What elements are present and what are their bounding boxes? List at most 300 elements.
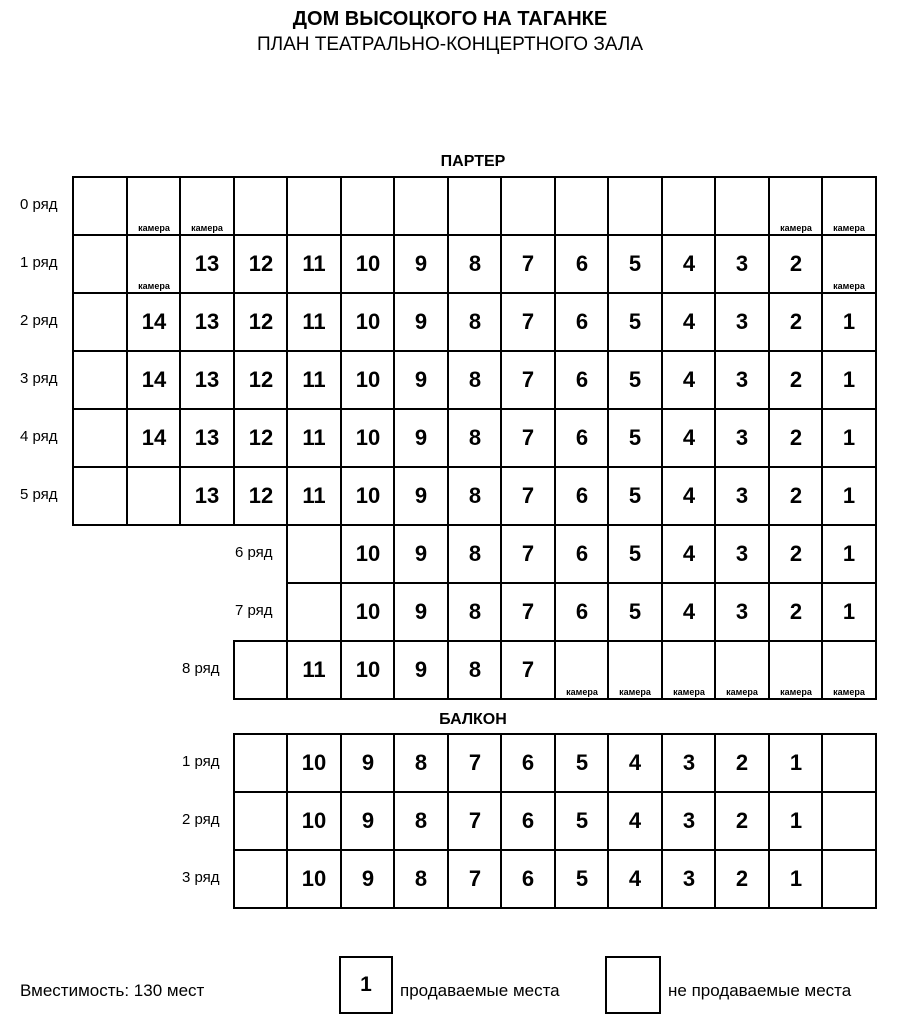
- seat-number: 11: [302, 309, 326, 334]
- capacity-text: Вместимость: 130 мест: [20, 981, 205, 1000]
- parterre-seat-cell: [661, 582, 717, 642]
- seat-number: 8: [468, 657, 482, 682]
- balcony-seat-cell: [661, 791, 717, 851]
- seat-number: 4: [682, 541, 696, 566]
- seat-number: 2: [789, 483, 803, 508]
- seat-number: 3: [682, 808, 696, 833]
- seat-number: 9: [414, 483, 428, 508]
- parterre-seat-cell: [340, 524, 396, 584]
- balcony-seat-cell: [768, 849, 824, 909]
- seat-number: 5: [628, 251, 642, 276]
- seat-number: 2: [789, 251, 803, 276]
- seat-number: 3: [682, 866, 696, 891]
- seat-number: 12: [248, 367, 274, 392]
- parterre-seat-cell: [714, 582, 770, 642]
- balcony-seat-cell: [821, 849, 877, 909]
- seat-number: 4: [682, 425, 696, 450]
- parterre-seat-cell: [179, 292, 235, 352]
- seat-number: 6: [575, 425, 589, 450]
- seat-number: 11: [302, 251, 326, 276]
- balcony-seat-cell: [607, 733, 663, 793]
- camera-label: камера: [780, 687, 812, 697]
- balcony-seat-cell: [286, 849, 342, 909]
- parterre-seat-cell: [233, 292, 289, 352]
- balcony-seat-cell: [500, 849, 556, 909]
- parterre-seat-cell: [447, 176, 503, 236]
- parterre-seat-cell: [447, 408, 503, 468]
- seat-number: 10: [355, 483, 381, 508]
- seat-number: 13: [194, 483, 220, 508]
- parterre-seat-cell: [393, 408, 449, 468]
- seat-number: 5: [628, 599, 642, 624]
- seat-number: 4: [682, 309, 696, 334]
- parterre-seat-cell: [72, 176, 128, 236]
- balcony-seat-cell: [447, 849, 503, 909]
- parterre-seat-cell: [714, 234, 770, 294]
- parterre-seat-cell: [500, 176, 556, 236]
- seat-number: 7: [521, 425, 535, 450]
- parterre-seat-cell: [607, 524, 663, 584]
- seat-number: 6: [521, 750, 535, 775]
- seat-number: 1: [842, 483, 856, 508]
- seat-number: 4: [682, 599, 696, 624]
- seat-number: 14: [141, 425, 167, 450]
- balcony-seat-cell: [714, 733, 770, 793]
- parterre-seat-cell: [821, 350, 877, 410]
- parterre-seat-cell: [768, 582, 824, 642]
- balcony-seat-cell: [714, 849, 770, 909]
- seat-number: 13: [194, 251, 220, 276]
- parterre-row-label: 6 ряд: [235, 544, 273, 561]
- parterre-seat-cell: [661, 408, 717, 468]
- parterre-seat-cell: [340, 466, 396, 526]
- seat-number: 12: [248, 425, 274, 450]
- seat-number: 12: [248, 483, 274, 508]
- seat-number: 14: [141, 309, 167, 334]
- balcony-seat-cell: [607, 849, 663, 909]
- seat-number: 4: [628, 866, 642, 891]
- parterre-seat-cell: [72, 408, 128, 468]
- seat-number: 6: [575, 251, 589, 276]
- seat-number: 7: [521, 309, 535, 334]
- parterre-seat-cell: [286, 176, 342, 236]
- balcony-seat-cell: [500, 791, 556, 851]
- balcony-seat-cell: [233, 733, 289, 793]
- seat-number: 2: [735, 750, 749, 775]
- parterre-seat-cell: [607, 292, 663, 352]
- legend-sample-number: 1: [360, 973, 372, 996]
- parterre-seat-cell: [393, 466, 449, 526]
- camera-label: камера: [566, 687, 598, 697]
- parterre-seat-cell: [447, 524, 503, 584]
- balcony-row-label: 1 ряд: [182, 753, 220, 770]
- seat-number: 3: [735, 425, 749, 450]
- seat-number: 10: [355, 541, 381, 566]
- seat-number: 7: [468, 808, 482, 833]
- seat-number: 10: [301, 808, 327, 833]
- parterre-seat-cell: [714, 408, 770, 468]
- seat-number: 1: [842, 309, 856, 334]
- balcony-row-label: 2 ряд: [182, 811, 220, 828]
- seat-number: 10: [355, 367, 381, 392]
- seat-number: 10: [355, 251, 381, 276]
- parterre-seat-cell: [447, 466, 503, 526]
- camera-label: камера: [673, 687, 705, 697]
- parterre-seat-cell: [126, 292, 182, 352]
- seat-number: 5: [575, 866, 589, 891]
- seat-number: 13: [194, 309, 220, 334]
- balcony-seat-cell: [286, 791, 342, 851]
- parterre-seat-cell: [714, 640, 770, 700]
- parterre-row-label: 0 ряд: [20, 196, 58, 213]
- seat-number: 5: [628, 367, 642, 392]
- seat-number: 7: [521, 367, 535, 392]
- parterre-seat-cell: [393, 524, 449, 584]
- parterre-seat-cell: [233, 640, 289, 700]
- parterre-seat-cell: [340, 176, 396, 236]
- parterre-seat-cell: [554, 408, 610, 468]
- seat-number: 6: [521, 808, 535, 833]
- parterre-seat-cell: [500, 524, 556, 584]
- parterre-seat-cell: [768, 524, 824, 584]
- parterre-seat-cell: [500, 234, 556, 294]
- seat-number: 7: [521, 541, 535, 566]
- parterre-seat-cell: [447, 234, 503, 294]
- parterre-row-label: 5 ряд: [20, 486, 58, 503]
- seat-number: 5: [628, 425, 642, 450]
- parterre-seat-cell: [607, 176, 663, 236]
- parterre-seat-cell: [286, 582, 342, 642]
- seat-number: 8: [414, 808, 428, 833]
- parterre-seat-cell: [126, 350, 182, 410]
- seat-number: 4: [682, 251, 696, 276]
- balcony-seat-cell: [768, 791, 824, 851]
- parterre-row-label: 1 ряд: [20, 254, 58, 271]
- parterre-seat-cell: [340, 408, 396, 468]
- parterre-seat-cell: [714, 350, 770, 410]
- balcony-title: БАЛКОН: [439, 711, 507, 728]
- seat-number: 8: [468, 425, 482, 450]
- parterre-seat-cell: [768, 234, 824, 294]
- parterre-seat-cell: [179, 176, 235, 236]
- parterre-seat-cell: [126, 466, 182, 526]
- camera-label: камера: [726, 687, 758, 697]
- balcony-seat-cell: [340, 733, 396, 793]
- seat-number: 8: [468, 309, 482, 334]
- parterre-seat-cell: [447, 350, 503, 410]
- parterre-seat-cell: [821, 582, 877, 642]
- parterre-seat-cell: [286, 640, 342, 700]
- seat-number: 6: [521, 866, 535, 891]
- parterre-seat-cell: [179, 234, 235, 294]
- parterre-seat-cell: [233, 350, 289, 410]
- seat-number: 1: [789, 808, 803, 833]
- balcony-seat-cell: [768, 733, 824, 793]
- seat-number: 5: [575, 808, 589, 833]
- seat-number: 6: [575, 309, 589, 334]
- parterre-seat-cell: [554, 350, 610, 410]
- parterre-seat-cell: [340, 292, 396, 352]
- camera-label: камера: [138, 281, 170, 291]
- seat-number: 3: [735, 309, 749, 334]
- parterre-seat-cell: [286, 292, 342, 352]
- parterre-seat-cell: [821, 640, 877, 700]
- seat-number: 2: [735, 808, 749, 833]
- parterre-seat-cell: [500, 466, 556, 526]
- parterre-seat-cell: [821, 466, 877, 526]
- seat-number: 9: [361, 808, 375, 833]
- parterre-seat-cell: [821, 408, 877, 468]
- parterre-seat-cell: [554, 582, 610, 642]
- seat-number: 7: [521, 599, 535, 624]
- parterre-seat-cell: [72, 292, 128, 352]
- balcony-seat-cell: [554, 733, 610, 793]
- legend-sold-label: продаваемые места: [400, 981, 560, 1000]
- balcony-seat-cell: [340, 849, 396, 909]
- parterre-seat-cell: [661, 524, 717, 584]
- parterre-seat-cell: [821, 176, 877, 236]
- parterre-seat-cell: [179, 466, 235, 526]
- seat-number: 11: [302, 483, 326, 508]
- seat-number: 13: [194, 425, 220, 450]
- parterre-seat-cell: [500, 350, 556, 410]
- balcony-seat-cell: [447, 791, 503, 851]
- seat-number: 3: [735, 483, 749, 508]
- seat-number: 7: [521, 251, 535, 276]
- legend-sold-box: [339, 956, 393, 1014]
- parterre-seat-cell: [340, 234, 396, 294]
- parterre-seat-cell: [500, 640, 556, 700]
- parterre-seat-cell: [554, 524, 610, 584]
- parterre-seat-cell: [661, 640, 717, 700]
- seat-number: 10: [355, 599, 381, 624]
- seat-number: 9: [414, 367, 428, 392]
- seat-number: 1: [842, 367, 856, 392]
- parterre-seat-cell: [340, 640, 396, 700]
- seat-number: 10: [355, 425, 381, 450]
- seat-number: 3: [682, 750, 696, 775]
- seat-number: 9: [414, 541, 428, 566]
- parterre-seat-cell: [126, 234, 182, 294]
- seat-number: 10: [301, 866, 327, 891]
- seat-number: 4: [682, 367, 696, 392]
- parterre-seat-cell: [126, 176, 182, 236]
- seat-number: 3: [735, 367, 749, 392]
- seat-number: 5: [628, 309, 642, 334]
- balcony-seat-cell: [554, 791, 610, 851]
- parterre-seat-cell: [714, 176, 770, 236]
- balcony-seat-cell: [500, 733, 556, 793]
- seat-number: 6: [575, 541, 589, 566]
- parterre-seat-cell: [821, 524, 877, 584]
- seat-number: 1: [842, 425, 856, 450]
- parterre-seat-cell: [500, 408, 556, 468]
- parterre-seat-cell: [72, 350, 128, 410]
- parterre-seat-cell: [393, 582, 449, 642]
- seat-number: 8: [468, 599, 482, 624]
- seat-number: 1: [789, 866, 803, 891]
- balcony-seat-cell: [233, 791, 289, 851]
- seat-number: 7: [521, 483, 535, 508]
- seat-number: 1: [789, 750, 803, 775]
- parterre-seat-cell: [447, 640, 503, 700]
- parterre-row-label: 8 ряд: [182, 660, 220, 677]
- balcony-seat-cell: [447, 733, 503, 793]
- legend-not-sold-label: не продаваемые места: [668, 981, 852, 1000]
- seat-number: 12: [248, 309, 274, 334]
- balcony-row-label: 3 ряд: [182, 869, 220, 886]
- balcony-seat-cell: [286, 733, 342, 793]
- parterre-row-label: 2 ряд: [20, 312, 58, 329]
- seat-number: 1: [842, 599, 856, 624]
- parterre-row-label: 7 ряд: [235, 602, 273, 619]
- seat-number: 6: [575, 367, 589, 392]
- seat-number: 2: [789, 425, 803, 450]
- parterre-seat-cell: [554, 234, 610, 294]
- seat-number: 3: [735, 541, 749, 566]
- seat-number: 2: [789, 599, 803, 624]
- parterre-seat-cell: [554, 466, 610, 526]
- parterre-seat-cell: [179, 350, 235, 410]
- parterre-seat-cell: [126, 408, 182, 468]
- balcony-seat-cell: [340, 791, 396, 851]
- camera-label: камера: [780, 223, 812, 233]
- parterre-seat-cell: [821, 234, 877, 294]
- parterre-seat-cell: [607, 350, 663, 410]
- seat-number: 7: [521, 657, 535, 682]
- parterre-seat-cell: [768, 292, 824, 352]
- parterre-seat-cell: [500, 292, 556, 352]
- balcony-seat-cell: [821, 733, 877, 793]
- balcony-seat-cell: [233, 849, 289, 909]
- parterre-seat-cell: [72, 234, 128, 294]
- parterre-seat-cell: [340, 350, 396, 410]
- parterre-seat-cell: [447, 582, 503, 642]
- parterre-seat-cell: [286, 408, 342, 468]
- seat-number: 5: [575, 750, 589, 775]
- parterre-seat-cell: [554, 640, 610, 700]
- parterre-seat-cell: [607, 466, 663, 526]
- parterre-seat-cell: [340, 582, 396, 642]
- seat-number: 9: [414, 599, 428, 624]
- balcony-seat-cell: [393, 849, 449, 909]
- parterre-title: ПАРТЕР: [440, 153, 506, 170]
- parterre-seat-cell: [554, 176, 610, 236]
- seat-number: 8: [414, 750, 428, 775]
- parterre-seat-cell: [393, 640, 449, 700]
- balcony-seat-cell: [661, 849, 717, 909]
- parterre-seat-cell: [661, 292, 717, 352]
- seat-number: 5: [628, 483, 642, 508]
- seat-number: 9: [414, 309, 428, 334]
- seat-number: 11: [302, 657, 326, 682]
- seat-number: 9: [361, 866, 375, 891]
- seat-number: 4: [682, 483, 696, 508]
- parterre-seat-cell: [393, 292, 449, 352]
- parterre-seat-cell: [233, 466, 289, 526]
- parterre-seat-cell: [233, 408, 289, 468]
- seat-number: 6: [575, 599, 589, 624]
- parterre-seat-cell: [179, 408, 235, 468]
- camera-label: камера: [191, 223, 223, 233]
- seat-number: 2: [789, 541, 803, 566]
- balcony-seat-cell: [714, 791, 770, 851]
- parterre-seat-cell: [768, 640, 824, 700]
- hall-subtitle: ПЛАН ТЕАТРАЛЬНО-КОНЦЕРТНОГО ЗАЛА: [256, 34, 644, 55]
- parterre-seat-cell: [607, 234, 663, 294]
- legend-not-sold-box: [605, 956, 661, 1014]
- camera-label: камера: [619, 687, 651, 697]
- parterre-seat-cell: [286, 466, 342, 526]
- balcony-seat-cell: [554, 849, 610, 909]
- parterre-seat-cell: [607, 408, 663, 468]
- balcony-seat-cell: [393, 791, 449, 851]
- seat-number: 14: [141, 367, 167, 392]
- seat-number: 8: [468, 541, 482, 566]
- parterre-seat-cell: [768, 176, 824, 236]
- seat-number: 11: [302, 425, 326, 450]
- parterre-seat-cell: [768, 350, 824, 410]
- parterre-seat-cell: [393, 176, 449, 236]
- seat-number: 12: [248, 251, 274, 276]
- parterre-seat-cell: [661, 176, 717, 236]
- parterre-seat-cell: [714, 292, 770, 352]
- camera-label: камера: [833, 687, 865, 697]
- camera-label: камера: [833, 281, 865, 291]
- parterre-row-label: 4 ряд: [20, 428, 58, 445]
- balcony-seat-cell: [661, 733, 717, 793]
- seat-number: 11: [302, 367, 326, 392]
- seat-number: 3: [735, 251, 749, 276]
- parterre-seat-cell: [714, 524, 770, 584]
- seat-number: 10: [355, 309, 381, 334]
- seat-number: 8: [468, 251, 482, 276]
- parterre-seat-cell: [714, 466, 770, 526]
- seat-number: 7: [468, 866, 482, 891]
- seat-number: 8: [468, 367, 482, 392]
- parterre-seat-cell: [607, 582, 663, 642]
- seat-number: 3: [735, 599, 749, 624]
- parterre-seat-cell: [500, 582, 556, 642]
- parterre-seat-cell: [393, 234, 449, 294]
- parterre-seat-cell: [821, 292, 877, 352]
- parterre-seat-cell: [393, 350, 449, 410]
- seat-number: 5: [628, 541, 642, 566]
- seat-number: 10: [355, 657, 381, 682]
- parterre-seat-cell: [72, 466, 128, 526]
- parterre-seat-cell: [661, 466, 717, 526]
- parterre-seat-cell: [286, 524, 342, 584]
- seat-number: 9: [361, 750, 375, 775]
- parterre-seat-cell: [286, 234, 342, 294]
- seat-number: 4: [628, 750, 642, 775]
- parterre-seat-cell: [554, 292, 610, 352]
- camera-label: камера: [833, 223, 865, 233]
- seat-number: 8: [414, 866, 428, 891]
- hall-title: ДОМ ВЫСОЦКОГО НА ТАГАНКЕ: [292, 8, 608, 30]
- seat-number: 2: [789, 367, 803, 392]
- balcony-seat-cell: [607, 791, 663, 851]
- parterre-seat-cell: [661, 350, 717, 410]
- seat-number: 6: [575, 483, 589, 508]
- parterre-seat-cell: [233, 234, 289, 294]
- seat-number: 2: [789, 309, 803, 334]
- balcony-seat-cell: [393, 733, 449, 793]
- seat-number: 4: [628, 808, 642, 833]
- seat-number: 1: [842, 541, 856, 566]
- parterre-seat-cell: [286, 350, 342, 410]
- seat-number: 8: [468, 483, 482, 508]
